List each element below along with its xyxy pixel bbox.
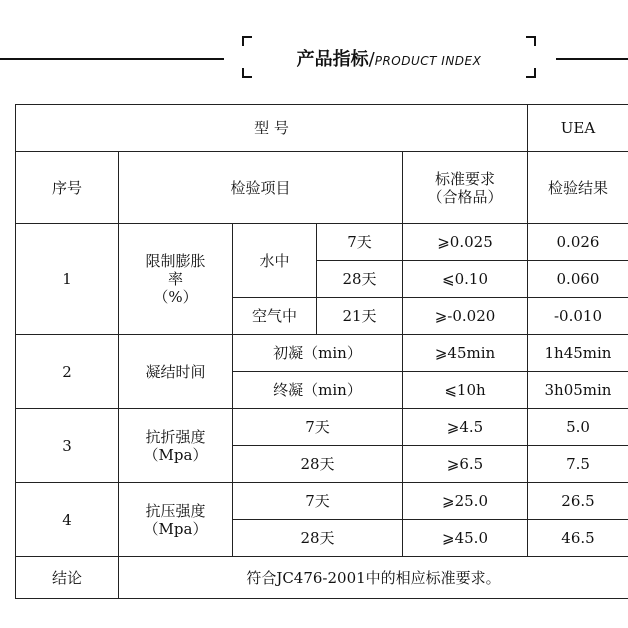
conclusion-label: 结论 bbox=[16, 557, 119, 599]
row4-item bbox=[119, 483, 233, 557]
row4-result: 26.5 bbox=[528, 483, 628, 520]
row2-standard: ⩾45min bbox=[403, 335, 528, 372]
row3-standard: ⩾6.5 bbox=[403, 446, 528, 483]
row3-item-line1: 抗折强度 bbox=[145, 427, 206, 446]
row1-standard: ⩽0.10 bbox=[403, 261, 528, 298]
header-standard bbox=[403, 152, 528, 224]
row1-age: 21天 bbox=[317, 298, 403, 335]
row1-item bbox=[119, 224, 233, 335]
header-result: 检验结果 bbox=[528, 152, 628, 224]
page-title bbox=[242, 45, 536, 71]
header-standard-line2: （合格品） bbox=[427, 187, 503, 206]
row1-standard: ⩾-0.020 bbox=[403, 298, 528, 335]
conclusion-text: 符合JC476-2001中的相应标准要求。 bbox=[119, 557, 628, 599]
row4-standard: ⩾45.0 bbox=[403, 520, 528, 557]
row4-item-line2: （Mpa） bbox=[143, 519, 208, 538]
product-model: UEA bbox=[528, 105, 628, 152]
row1-item-line1: 限制膨胀 bbox=[145, 252, 206, 270]
row3-age: 28天 bbox=[233, 446, 403, 483]
row4-age: 7天 bbox=[233, 483, 403, 520]
row4-standard: ⩾25.0 bbox=[403, 483, 528, 520]
row2-no: 2 bbox=[16, 335, 119, 409]
title-rule-left bbox=[0, 58, 224, 60]
row1-item-line2: 率 bbox=[167, 270, 183, 288]
table-row bbox=[16, 409, 628, 446]
table-row bbox=[16, 224, 628, 261]
row2-result: 3h05min bbox=[528, 372, 628, 409]
title-chinese: 产品指标 bbox=[296, 49, 369, 70]
row1-result: -0.010 bbox=[528, 298, 628, 335]
row1-result: 0.026 bbox=[528, 224, 628, 261]
header-no: 序号 bbox=[16, 152, 119, 224]
header-item: 检验项目 bbox=[119, 152, 403, 224]
row3-result: 5.0 bbox=[528, 409, 628, 446]
row4-item-line1: 抗压强度 bbox=[145, 501, 206, 520]
conclusion-row bbox=[16, 557, 628, 599]
table-row bbox=[16, 335, 628, 372]
table-header-row bbox=[16, 152, 628, 224]
product-index-table bbox=[15, 104, 628, 599]
row3-age: 7天 bbox=[233, 409, 403, 446]
row2-sub-label: 初凝（min） bbox=[233, 335, 403, 372]
row4-result: 46.5 bbox=[528, 520, 628, 557]
type-label: 型 号 bbox=[16, 105, 528, 152]
row2-result: 1h45min bbox=[528, 335, 628, 372]
row4-no: 4 bbox=[16, 483, 119, 557]
row1-item-line3: （%） bbox=[153, 288, 198, 306]
row1-no: 1 bbox=[16, 224, 119, 335]
row2-standard: ⩽10h bbox=[403, 372, 528, 409]
row3-standard: ⩾4.5 bbox=[403, 409, 528, 446]
table-row bbox=[16, 483, 628, 520]
row3-no: 3 bbox=[16, 409, 119, 483]
row4-age: 28天 bbox=[233, 520, 403, 557]
row1-air: 空气中 bbox=[233, 298, 317, 335]
row1-water: 水中 bbox=[233, 224, 317, 298]
row1-age: 7天 bbox=[317, 224, 403, 261]
table-row-type bbox=[16, 105, 628, 152]
row3-item-line2: （Mpa） bbox=[143, 445, 208, 464]
title-english: PRODUCT INDEX bbox=[374, 54, 482, 68]
row2-item: 凝结时间 bbox=[119, 335, 233, 409]
row1-age: 28天 bbox=[317, 261, 403, 298]
row1-standard: ⩾0.025 bbox=[403, 224, 528, 261]
row3-item bbox=[119, 409, 233, 483]
title-separator: / bbox=[368, 49, 375, 70]
header-standard-line1: 标准要求 bbox=[434, 169, 495, 188]
title-rule-right bbox=[556, 58, 628, 60]
row2-sub-label: 终凝（min） bbox=[233, 372, 403, 409]
row1-result: 0.060 bbox=[528, 261, 628, 298]
title-frame bbox=[242, 36, 536, 78]
row3-result: 7.5 bbox=[528, 446, 628, 483]
